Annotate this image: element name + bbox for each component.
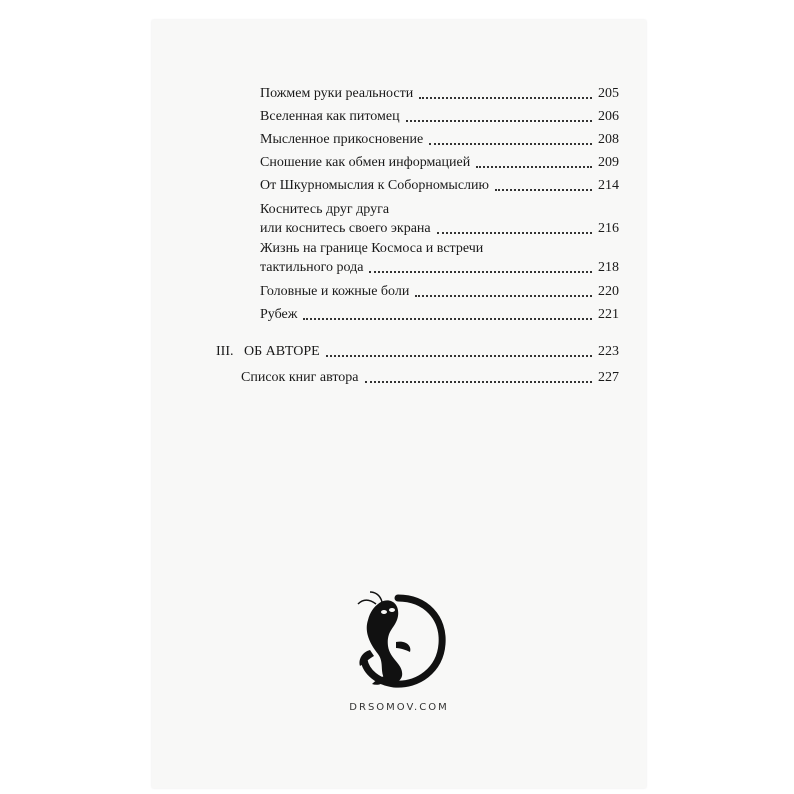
toc-entry [260, 84, 619, 103]
toc-entry-page: 206 [598, 109, 619, 124]
toc-entry-title: Вселенная как питомец [260, 109, 400, 124]
dot-leader [369, 271, 592, 273]
toc-section-heading [216, 342, 619, 361]
toc-entry [260, 176, 619, 195]
toc-entry-title-line1: Жизнь на границе Космоса и встречи [260, 241, 484, 256]
dot-leader [365, 381, 593, 383]
toc-entry-title: Рубеж [260, 307, 298, 322]
toc-entry [260, 153, 619, 172]
toc-entry-page: 227 [598, 370, 619, 385]
toc-entry-page: 221 [598, 307, 619, 322]
toc-entry-page: 214 [598, 178, 619, 193]
dot-leader [406, 120, 592, 122]
section-name: ОБ АВТОРЕ [244, 344, 320, 359]
logo-caption: DRSOMOV.COM [349, 702, 449, 713]
toc-entry-title-line1: Коснитесь друг друга [260, 202, 390, 217]
toc-entry-multiline [260, 239, 619, 277]
dot-leader [326, 355, 592, 357]
catfish-logo-icon [348, 590, 448, 690]
dot-leader [429, 143, 592, 145]
toc-entry [260, 107, 619, 126]
toc-entry-multiline [260, 200, 619, 238]
toc-entry [260, 130, 619, 149]
toc-entry [241, 368, 619, 387]
toc-entry-title: Список книг автора [241, 370, 359, 385]
toc-entry-page: 216 [598, 221, 619, 236]
toc-entry-title: Пожмем руки реальности [260, 86, 414, 101]
toc-entry-page: 208 [598, 132, 619, 147]
dot-leader [415, 295, 592, 297]
toc-entry-page: 205 [598, 86, 619, 101]
toc-entry-line2 [260, 258, 619, 277]
toc-entry-line2 [260, 219, 619, 238]
toc-entry-title-line2: или коснитесь своего экрана [260, 221, 431, 236]
toc-entry-title: Головные и кожные боли [260, 284, 410, 299]
toc-entry-title-line2: тактильного рода [260, 260, 364, 275]
toc-entry-page: 209 [598, 155, 619, 170]
toc-entry-page: 220 [598, 284, 619, 299]
dot-leader [495, 189, 592, 191]
section-title [216, 342, 320, 361]
dot-leader [419, 97, 592, 99]
toc-entry-page: 223 [598, 344, 619, 359]
toc-entry-title: Мысленное прикосновение [260, 132, 424, 147]
section-numeral: III. [216, 344, 234, 359]
toc-entry-title: От Шкурномыслия к Соборномыслию [260, 178, 489, 193]
toc-entry [260, 305, 619, 324]
book-page [152, 20, 646, 788]
dot-leader [437, 232, 592, 234]
toc-entry-page: 218 [598, 260, 619, 275]
dot-leader [476, 166, 592, 168]
toc-entry-title: Сношение как обмен информацией [260, 155, 471, 170]
toc-entry [260, 282, 619, 301]
dot-leader [303, 318, 592, 320]
